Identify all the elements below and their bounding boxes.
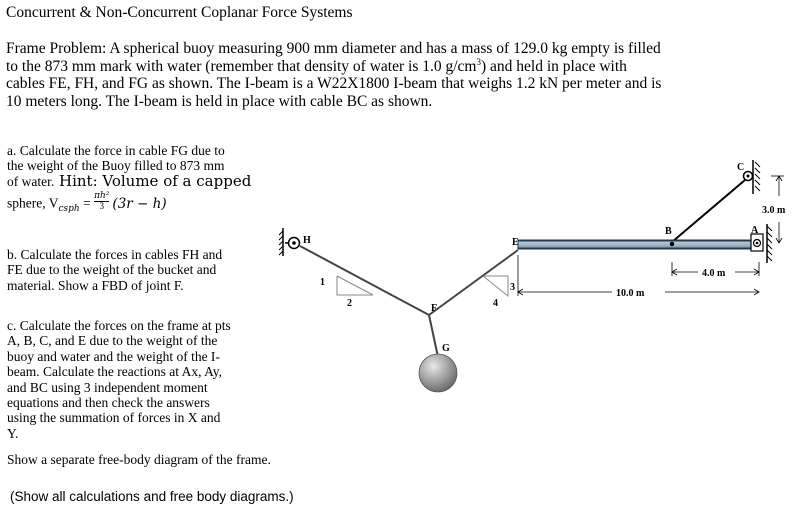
question-c-line-7: using the summation of forces in X and xyxy=(7,410,221,426)
dim-10m-label: 10.0 m xyxy=(616,288,645,299)
cable-bc xyxy=(672,180,745,242)
wall-support-c xyxy=(744,160,761,194)
buoy xyxy=(419,354,457,392)
label-e: E xyxy=(512,237,519,248)
problem-line-2a: to the 873 mm mark with water (remember that density of water is 1.0 g/cm xyxy=(6,57,477,75)
superscript-3: 3 xyxy=(476,56,481,67)
question-a-line-1: a. Calculate the force in cable FG due to xyxy=(7,143,225,158)
question-b-line-2: FE due to the weight of the bucket and xyxy=(7,262,217,278)
hint-text: Hint: Volume of a capped xyxy=(54,171,252,190)
label-f: F xyxy=(431,303,438,314)
formula-prefix: sphere, V xyxy=(7,195,59,211)
formula-numerator: πh² xyxy=(94,191,110,202)
slope-2-label: 2 xyxy=(347,298,352,309)
question-a-line-2: the weight of the Buoy filled to 873 mm xyxy=(7,158,225,174)
slope-triangle-fe xyxy=(483,276,515,309)
label-c: C xyxy=(737,162,745,173)
i-beam xyxy=(518,240,751,249)
wall-support-h xyxy=(279,228,300,256)
question-a-line-3: of water. xyxy=(7,173,55,189)
problem-line-4: 10 meters long. The I-beam is held in place with cable BC as shown. xyxy=(6,92,433,110)
problem-line-2b: ) and held in place with xyxy=(480,57,627,75)
slope-3-label: 3 xyxy=(510,282,515,293)
formula-tail: (3r − h) xyxy=(112,195,167,212)
label-a: A xyxy=(751,225,759,236)
question-b-line-1: b. Calculate the forces in cables FH and xyxy=(7,247,223,262)
label-b: B xyxy=(665,226,672,237)
footer-note: (Show all calculations and free body diagrams.) xyxy=(10,489,294,504)
question-c-line-5: and BC using 3 independent moment xyxy=(7,379,208,395)
question-b-line-3: material. Show a FBD of joint F. xyxy=(7,277,184,293)
label-h: H xyxy=(303,235,311,246)
question-c-line-3: buoy and water and the weight of the I- xyxy=(7,348,220,364)
dim-4m-label: 4.0 m xyxy=(702,268,726,279)
formula-subscript: csph xyxy=(58,203,80,214)
dim-3m-label: 3.0 m xyxy=(762,205,786,216)
question-c-line-9: Show a separate free-body diagram of the frame. xyxy=(7,452,271,467)
cable-fe xyxy=(429,250,518,315)
question-c-line-1: c. Calculate the forces on the frame at pts xyxy=(7,318,231,333)
page-title: Concurrent & Non-Concurrent Coplanar Force Systems xyxy=(6,4,353,21)
question-c-line-2: A, B, C, and E due to the weight of the xyxy=(7,333,218,349)
question-c-line-8: Y. xyxy=(7,425,19,441)
question-c-line-4: beam. Calculate the reactions at Ax, Ay, xyxy=(7,364,222,380)
dimension-4m xyxy=(672,262,759,279)
formula-equals: = xyxy=(79,195,95,211)
slope-1-label: 1 xyxy=(320,277,325,288)
problem-line-3: cables FE, FH, and FG as shown. The I-beam is a W22X1800 I-beam that weighs 1.2 kN per meter and is xyxy=(6,75,662,92)
slope-4-label: 4 xyxy=(493,298,498,309)
cable-fg xyxy=(429,315,438,357)
label-g: G xyxy=(442,343,450,354)
problem-line-1: Frame Problem: A spherical buoy measuring 900 mm diameter and has a mass of 129.0 kg empty is filled xyxy=(6,40,661,57)
dimension-3m xyxy=(762,176,786,243)
question-c-line-6: equations and then check the answers xyxy=(7,395,210,411)
formula-denominator: 3 xyxy=(99,201,104,212)
